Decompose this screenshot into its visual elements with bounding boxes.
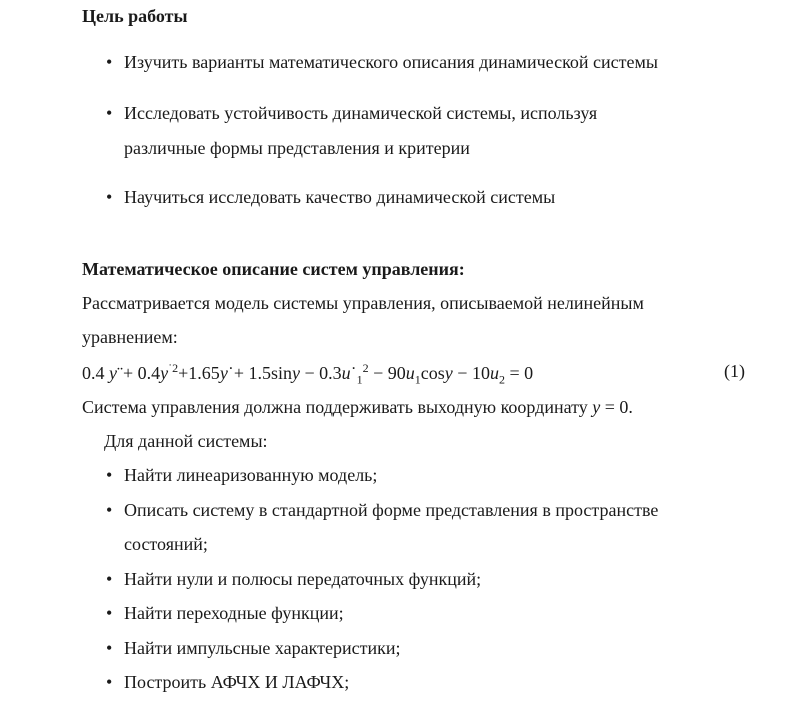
- task-item-text: Найти нули и полюсы передаточных функций;: [124, 569, 482, 589]
- intro-line: Рассматривается модель системы управления, описываемой нелинейным: [82, 293, 644, 313]
- bullet-icon: •: [106, 500, 113, 520]
- bullet-icon: •: [106, 569, 113, 589]
- task-item-text: Найти импульсные характеристики;: [124, 638, 401, 658]
- task-item: [106, 603, 344, 624]
- goal-item-continuation: различные формы представления и критерии: [124, 138, 470, 158]
- bullet-icon: •: [106, 603, 113, 623]
- bullet-icon: •: [106, 187, 113, 207]
- goal-heading: Цель работы: [82, 6, 188, 26]
- bullet-icon: •: [106, 638, 113, 658]
- goal-item: [106, 187, 556, 208]
- bullet-icon: •: [106, 52, 113, 72]
- goal-item-text: Научиться исследовать качество динамической системы: [124, 187, 556, 207]
- requirement-line: Система управления должна поддерживать выходную координату y = 0.: [82, 397, 633, 417]
- bullet-icon: •: [106, 672, 113, 692]
- goal-item-text: Исследовать устойчивость динамической системы, используя: [124, 103, 598, 123]
- bullet-icon: •: [106, 465, 113, 485]
- math-heading: Математическое описание систем управления:: [82, 259, 465, 279]
- task-item-text: Построить АФЧХ И ЛАФЧХ;: [124, 672, 350, 692]
- task-item: [106, 500, 659, 521]
- task-item: [106, 672, 350, 693]
- bullet-icon: •: [106, 103, 113, 123]
- equation: 0.4 y¨+ $0.4y^{˙2}+1.65y˙+ 1.5\sin y$ − $0.3u˙_1^2 - 90u_1\cos y - 10u_2 = 0$: [82, 361, 534, 387]
- tasks-intro: Для данной системы:: [104, 431, 268, 451]
- task-item-text: Найти переходные функции;: [124, 603, 344, 623]
- task-item-text: Описать систему в стандартной форме представления в пространстве: [124, 500, 659, 520]
- task-item: [106, 569, 482, 590]
- intro-line: уравнением:: [82, 327, 178, 347]
- task-item-text: Найти линеаризованную модель;: [124, 465, 378, 485]
- equation-number: (1): [724, 361, 745, 381]
- task-item-continuation: состояний;: [124, 534, 208, 554]
- goal-item: [106, 103, 598, 124]
- goal-item: [106, 52, 658, 73]
- task-item: [106, 465, 378, 486]
- goal-item-text: Изучить варианты математического описания динамической системы: [124, 52, 658, 72]
- task-item: [106, 638, 401, 659]
